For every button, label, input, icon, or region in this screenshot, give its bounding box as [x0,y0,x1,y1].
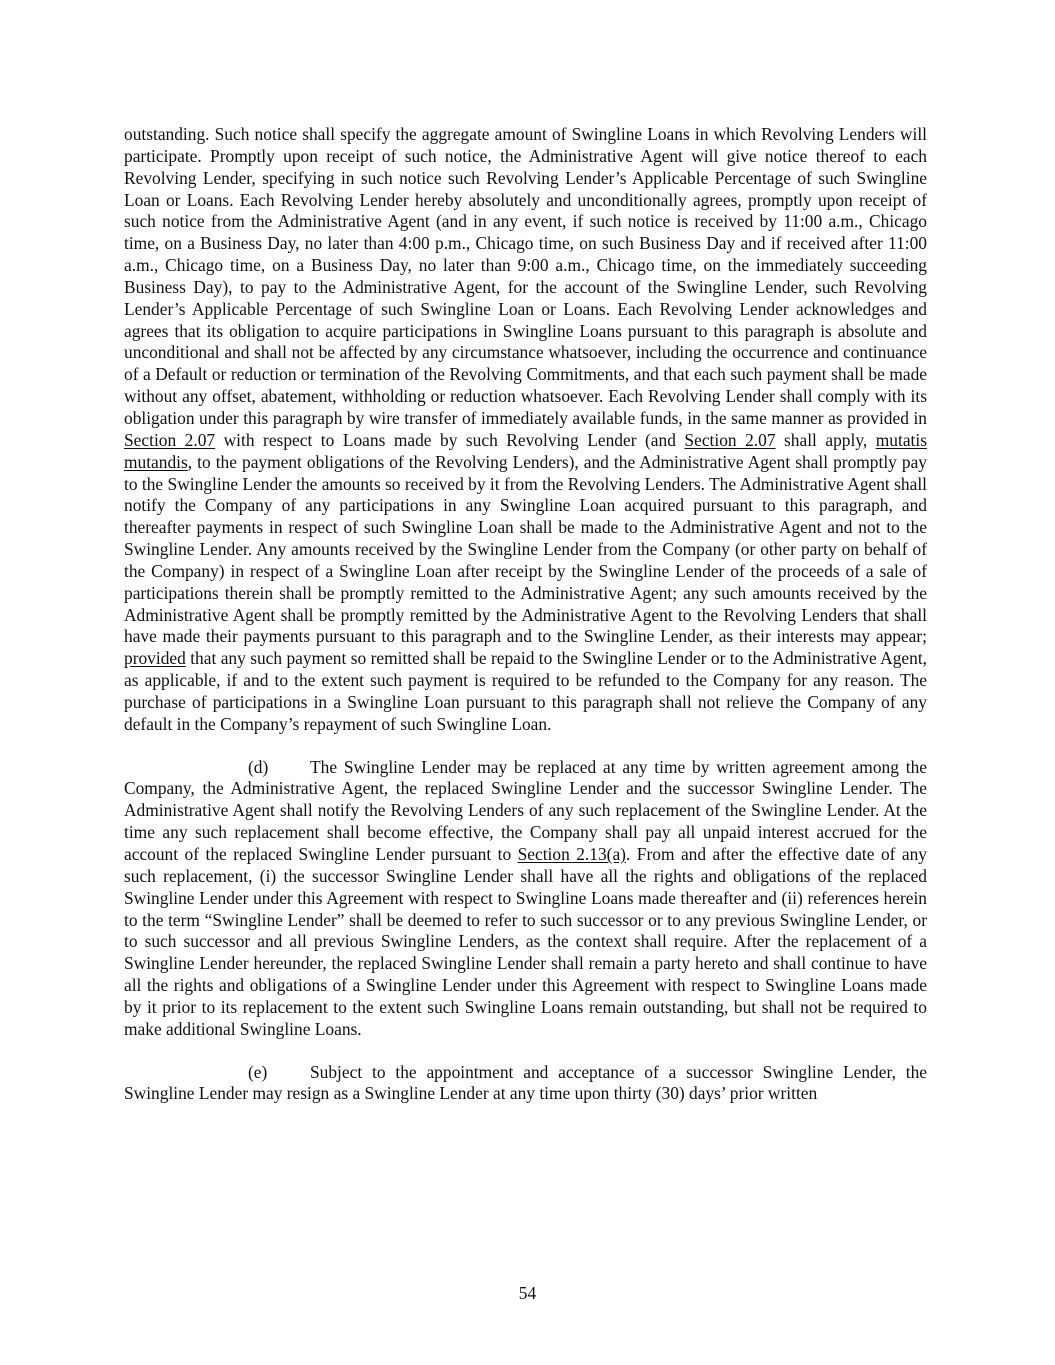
paragraph-d-text-2: . From and after the effective date of any such replacement, (i) the successor Swingline Lender shall have all the rights and obligations of the replaced Swingline Lender under this Agreement with respect to Swingline Loans made thereafter and (ii) references herein to the term “Swingline Lender” shall be deemed to refer to such successor or to any previous Swingline Lender, or to such successor and all previous Swingline Lenders, as the context shall require. After the replacement of a Swingline Lender hereunder, the replaced Swingline Lender shall remain a party hereto and shall continue to have all the rights and obligations of a Swingline Lender under this Agreement with respect to Swingline Loans made by it prior to its replacement to the extent such Swingline Loans remain outstanding, but shall not be required to make additional Swingline Loans. [124,844,928,1039]
page-number: 54 [518,1283,537,1303]
section-2-13a-reference: Section 2.13(a) [517,844,626,864]
paragraph-e [124,1062,927,1106]
paragraph-d-label: (d) [248,756,269,777]
paragraph-e-text: Subject to the appointment and acceptance of a successor Swingline Lender, the Swingline Lender may resign as a Swingline Lender at any time upon thirty (30) days’ prior written [124,1061,927,1104]
paragraph-c-text-5: that any such payment so remitted shall be repaid to the Swingline Lender or to the Administrative Agent, as applicable, if and to the extent such payment is required to be refunded to the Company for any reason. The purchase of participations in a Swingline Loan pursuant to this paragraph shall not relieve the Company of any default in the Company’s repayment of such Swingline Loan. [124,648,927,734]
paragraph-d [124,757,927,1041]
paragraph-c-text-1: outstanding. Such notice shall specify the aggregate amount of Swingline Loans in which Revolving Lenders will participate. Promptly upon receipt of such notice, the Administrative Agent will give notice thereof to each Revolving Lender, specifying in such notice such Revolving Lender’s Applicable Percentage of such Swingline Loan or Loans. Each Revolving Lender hereby absolutely and unconditionally agrees, promptly upon receipt of such notice from the Administrative Agent (and in any event, if such notice is received by 11:00 a.m., Chicago time, on a Business Day, no later than 4:00 p.m., Chicago time, on such Business Day and if received after 11:00 a.m., Chicago time, on a Business Day, no later than 9:00 a.m., Chicago time, on the immediately succeeding Business Day), to pay to the Administrative Agent, for the account of the Swingline Lender, such Revolving Lender’s Applicable Percentage of such Swingline Loan or Loans. Each Revolving Lender acknowledges and agrees that its obligation to acquire participations in Swingline Loans pursuant to this paragraph is absolute and unconditional and shall not be affected by any circumstance whatsoever, including the occurrence and continuance of a Default or reduction or termination of the Revolving Commitments, and that each such payment shall be made without any offset, abatement, withholding or reduction whatsoever. Each Revolving Lender shall comply with its obligation under this paragraph by wire transfer of immediately available funds, in the same manner as provided in [124,124,927,428]
paragraph-c-text-2: with respect to Loans made by such Revolving Lender (and [215,429,685,450]
paragraph-c-continued [124,124,927,736]
section-2-07-reference-2: Section 2.07 [684,429,776,450]
mutatis-term: mutatis [875,429,927,450]
provided-term: provided [124,648,186,669]
paragraph-c-text-4: , to the payment obligations of the Revolving Lenders), and the Administrative Agent shall promptly pay to the Swingline Lender the amounts so received by it from the Revolving Lenders. The Administrative Agent shall notify the Company of any participations in any Swingline Loan acquired pursuant to this paragraph, and thereafter payments in respect of such Swingline Loan shall be made to the Administrative Agent and not to the Swingline Lender. Any amounts received by the Swingline Lender from the Company (or other party on behalf of the Company) in respect of a Swingline Loan after receipt by the Swingline Lender of the proceeds of a sale of participations therein shall be promptly remitted to the Administrative Agent; any such amounts received by the Administrative Agent shall be promptly remitted by the Administrative Agent to the Revolving Lenders that shall have made their payments pursuant to this paragraph and to the Swingline Lender, as their interests may appear; [124,451,927,647]
mutandis-term: mutandis [124,451,188,472]
paragraph-c-text-3: shall apply, [775,429,876,450]
paragraph-e-label: (e) [248,1061,268,1082]
document-body [124,124,927,1105]
paragraph-d-text-1: The Swingline Lender may be replaced at any time by written agreement among the Company, the Administrative Agent, the replaced Swingline Lender and the successor Swingline Lender. The Administrative Agent shall notify the Revolving Lenders of any such replacement of the Swingline Lender. At the time any such replacement shall become effective, the Company shall pay all unpaid interest accrued for the account of the replaced Swingline Lender pursuant to [124,756,927,864]
section-2-07-reference: Section 2.07 [124,429,216,450]
